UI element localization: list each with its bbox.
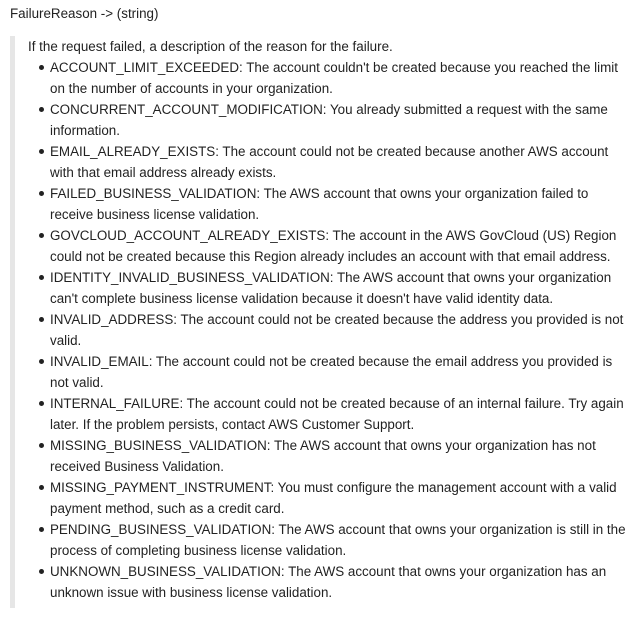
list-item-text: EMAIL_ALREADY_EXISTS: The account could not be created because another AWS account with that email address already exists.	[50, 144, 609, 180]
list-item-text: IDENTITY_INVALID_BUSINESS_VALIDATION: The AWS account that owns your organization can't complete business license validation because it doesn't have valid identity data.	[50, 270, 612, 306]
list-item-missing-payment-instrument	[50, 477, 630, 519]
list-item-failed-business-validation	[50, 183, 630, 225]
bullet-icon	[39, 485, 44, 490]
bullet-icon	[39, 359, 44, 364]
list-item-text: INVALID_ADDRESS: The account could not be created because the address you provided is not valid.	[50, 312, 624, 348]
description-block	[10, 36, 632, 608]
list-item-identity-invalid-business-validation	[50, 267, 630, 309]
bullet-icon	[39, 149, 44, 154]
list-item-pending-business-validation	[50, 519, 630, 561]
list-item-email-already-exists	[50, 141, 630, 183]
list-item-text: INTERNAL_FAILURE: The account could not be created because of an internal failure. Try again later. If the problem persists, contact AWS Customer Support.	[50, 396, 624, 432]
list-item-govcloud-account-already-exists	[50, 225, 630, 267]
list-item-text: MISSING_PAYMENT_INSTRUMENT: You must configure the management account with a valid payment method, such as a credit card.	[50, 480, 617, 516]
list-item-invalid-email	[50, 351, 630, 393]
list-item-text: ACCOUNT_LIMIT_EXCEEDED: The account couldn't be created because you reached the limit on the number of accounts in your organization.	[50, 60, 618, 96]
list-item-unknown-business-validation	[50, 561, 630, 603]
list-item-text: PENDING_BUSINESS_VALIDATION: The AWS account that owns your organization is still in the process of completing business license validation.	[50, 522, 626, 558]
list-item-missing-business-validation	[50, 435, 630, 477]
list-item-text: MISSING_BUSINESS_VALIDATION: The AWS account that owns your organization has not received Business Validation.	[50, 438, 596, 474]
bullet-icon	[39, 401, 44, 406]
bullet-icon	[39, 65, 44, 70]
field-header: FailureReason -> (string)	[10, 6, 159, 21]
list-item-concurrent-account-modification	[50, 99, 630, 141]
list-item-text: UNKNOWN_BUSINESS_VALIDATION: The AWS account that owns your organization has an unknown issue with business license validation.	[50, 564, 607, 600]
bullet-icon	[39, 443, 44, 448]
list-item-text: CONCURRENT_ACCOUNT_MODIFICATION: You already submitted a request with the same information.	[50, 102, 608, 138]
list-item-internal-failure	[50, 393, 630, 435]
bullet-icon	[39, 107, 44, 112]
bullet-icon	[39, 527, 44, 532]
list-item-text: FAILED_BUSINESS_VALIDATION: The AWS account that owns your organization failed to receive business license validation.	[50, 186, 589, 222]
list-item-invalid-address	[50, 309, 630, 351]
list-item-text: INVALID_EMAIL: The account could not be created because the email address you provided is not valid.	[50, 354, 613, 390]
bullet-icon	[39, 275, 44, 280]
list-item-account-limit-exceeded	[50, 57, 630, 99]
bullet-icon	[39, 233, 44, 238]
list-item-text: GOVCLOUD_ACCOUNT_ALREADY_EXISTS: The account in the AWS GovCloud (US) Region could not be created because this Region already includes an account with that email address.	[50, 228, 617, 264]
bullet-icon	[39, 569, 44, 574]
bullet-icon	[39, 191, 44, 196]
bullet-icon	[39, 317, 44, 322]
failure-reason-list	[50, 57, 630, 603]
description-intro: If the request failed, a description of the reason for the failure.	[28, 39, 393, 54]
